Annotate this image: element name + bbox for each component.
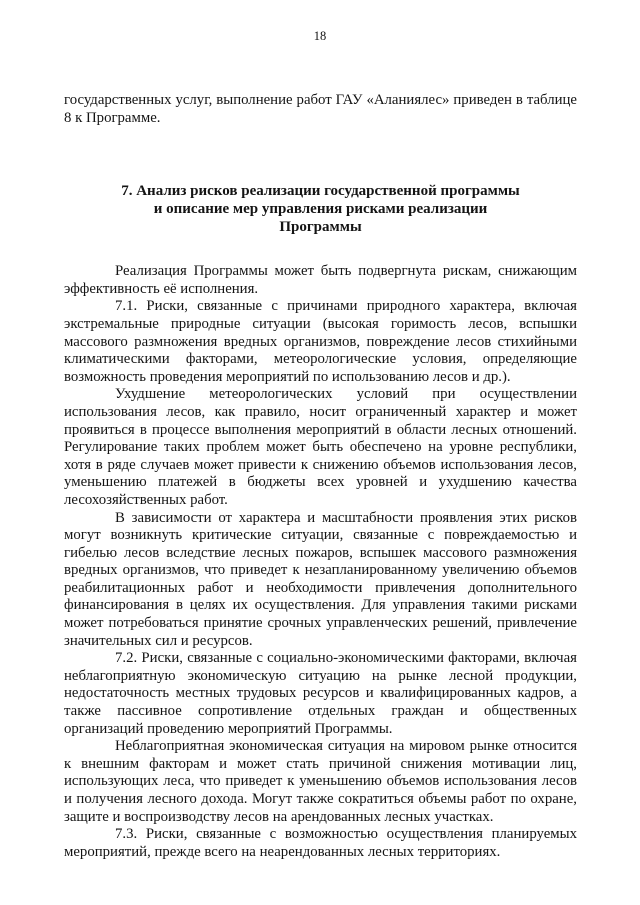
section-heading-line: 7. Анализ рисков реализации государственной программы <box>121 183 520 200</box>
section-heading-line: Программы <box>279 219 362 236</box>
paragraph: Реализация Программы может быть подвергнута рискам, снижающим эффективность её исполнения. <box>64 263 577 297</box>
section-heading-line: и описание мер управления рисками реализации <box>153 201 488 218</box>
page-number: 18 <box>313 29 327 43</box>
document-body <box>64 92 577 861</box>
paragraph: 7.2. Риски, связанные с социально-экономическими факторами, включая неблагоприятную экономическую ситуацию на рынке лесной продукции, недостаточность местных трудовых ресурсов и квалифицированных кадров, а также пассивное сопротивление отдельных граждан и общественных организаций проведению мероприятий Программы. <box>64 650 577 737</box>
paragraph: Ухудшение метеорологических условий при осуществлении использования лесов, как правило, носит ограниченный характер и может проявиться в процессе выполнения мероприятий в области лесных отношений. Регулирование таких проблем может быть обеспечено на уровне республики, хотя в ряде случаев может привести к снижению объемов использования лесов, уменьшению платежей в бюджеты всех уровней и ухудшению качества лесохозяйственных работ. <box>64 386 577 508</box>
paragraph: 7.3. Риски, связанные с возможностью осуществления планируемых мероприятий, прежде всего на неарендованных лесных территориях. <box>64 826 577 860</box>
section-heading <box>64 182 577 236</box>
intro-paragraph: государственных услуг, выполнение работ ГАУ «Аланиялес» приведен в таблице 8 к Программе. <box>64 92 577 126</box>
paragraph: Неблагоприятная экономическая ситуация на мировом рынке относится к внешним факторам и может стать причиной снижения мотивации лиц, использующих леса, что приведет к уменьшению объемов использования лесов и получения лесного дохода. Могут также сократиться объемы работ по охране, защите и воспроизводству лесов на арендованных лесных участках. <box>64 738 577 825</box>
paragraph: 7.1. Риски, связанные с причинами природного характера, включая экстремальные природные ситуации (высокая горимость лесов, вспышки массового размножения вредных организмов, повреждение лесов стихийными климатическими факторами, метеорологические условия, определяющие возможность проведения мероприятий по использованию лесов и др.). <box>64 298 577 385</box>
paragraph: В зависимости от характера и масштабности проявления этих рисков могут возникнуть критические ситуации, связанные с повреждаемостью и гибелью лесов вследствие лесных пожаров, вспышек массового размножения вредных организмов, что приведет к незапланированному увеличению объемов реабилитационных работ и необходимости привлечения дополнительного финансирования в целях их осуществления. Для управления такими рисками может потребоваться принятие срочных управленческих решений, привлечение значительных сил и ресурсов. <box>64 509 577 649</box>
